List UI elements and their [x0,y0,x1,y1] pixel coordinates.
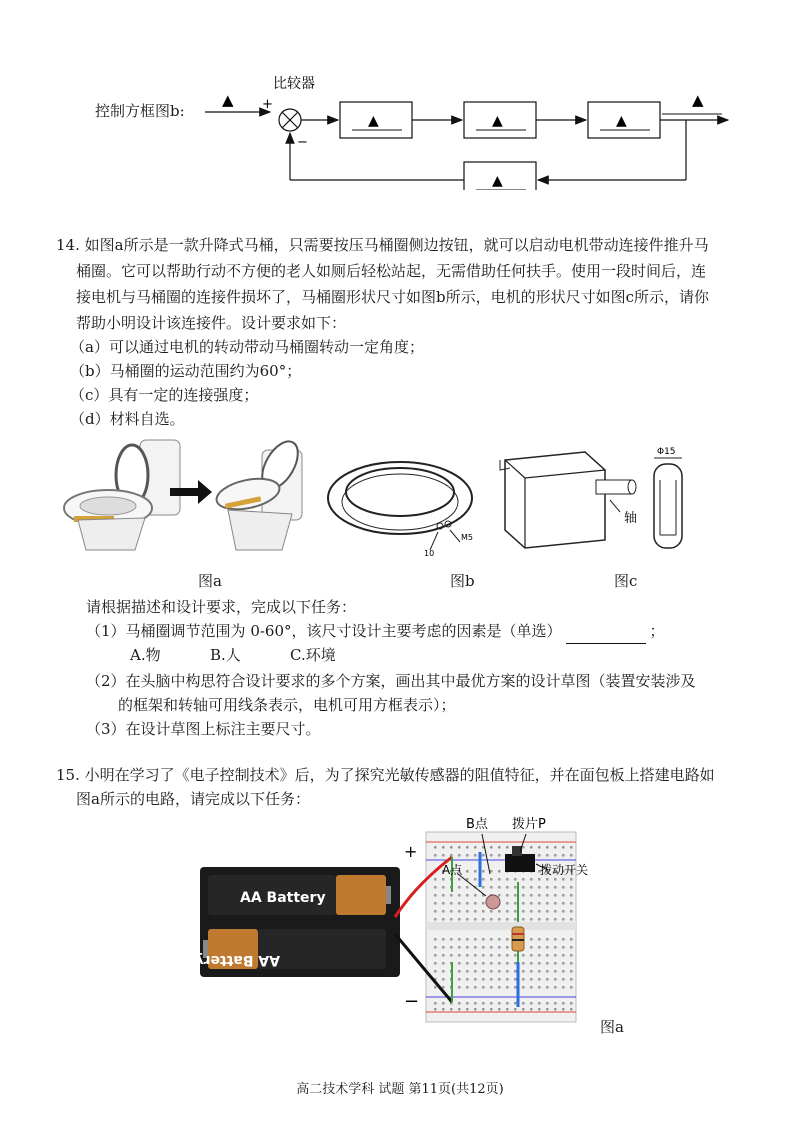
q14-task-2-line1: （2）在头脑中构思符合设计要求的多个方案，画出其中最优方案的设计草图（装置安装涉及 [86,672,696,690]
q14-task-3: （3）在设计草图上标注主要尺寸。 [86,720,321,738]
fig-c-label: 图c [614,572,638,590]
fig-b-dim-10: 10 [424,549,435,558]
label-slider-p: 拨片P [512,817,546,832]
seat-ring-figure [328,462,473,558]
slide-switch [505,854,535,872]
page-footer: 高二技术学科 试题 第11页(共12页) [296,1082,504,1097]
input-marker: ▲ [222,91,234,109]
block-diagram-label: 控制方框图b: [95,102,185,120]
label-slide-switch: 拨动开关 [540,863,589,877]
label-b-point: B点 [466,817,488,832]
minus-sign: − [404,991,420,1012]
circuit-figure [190,812,590,1032]
svg-text:▲: ▲ [368,113,379,129]
q14-option-a: A.物 [130,646,161,664]
block-diagram-svg [0,60,800,190]
output-marker: ▲ [692,91,704,109]
svg-text:▲: ▲ [492,113,503,129]
plus-sign: + [262,97,273,112]
fig-b-label: 图b [450,572,475,590]
fig-a-label: 图a [198,572,222,590]
svg-text:▲: ▲ [492,173,503,189]
q15-line-2: 图a所示的电路，请完成以下任务： [76,790,310,808]
q15-fig-a-label: 图a [600,1018,624,1036]
answer-blank[interactable] [566,627,646,644]
q14-option-c: C.环境 [290,646,336,664]
photoresistor [486,895,500,909]
q14-req-d: （d）材料自选。 [70,410,185,428]
q14-line-3: 接电机与马桶圈的连接件损坏了，马桶圈形状尺寸如图b所示，电机的形状尺寸如图c所示，请你 [76,288,710,306]
plus-sign: + [404,842,418,861]
q14-task-2-line2: 的框架和转轴可用线条表示，电机可用方框表示）； [118,696,456,714]
minus-sign: − [297,135,308,150]
fig-b-dim-m5: M5 [461,533,473,542]
q14-task-intro: 请根据描述和设计要求，完成以下任务： [86,598,357,616]
q14-line-1: 14. 如图a所示是一款升降式马桶，只需要按压马桶圈侧边按钮，就可以启动电机带动连接件推升马 [56,236,709,254]
comparator-label: 比较器 [273,76,315,92]
q14-req-b: （b）马桶圈的运动范围约为60°； [70,362,302,380]
q14-req-c: （c）具有一定的连接强度； [70,386,259,404]
battery-bottom-label: AA Battery [194,952,280,968]
toilet-figure-2 [214,435,305,550]
q14-req-a: （a）可以通过电机的转动带动马桶圈转动一定角度； [70,338,424,356]
svg-text:▲: ▲ [616,113,627,129]
control-block-diagram [0,60,800,190]
motor-figure [500,452,637,548]
q14-task-1: （1）马桶圈调节范围为 0-60°，该尺寸设计主要考虑的因素是（单选） ； [86,618,665,644]
label-a-point: A点 [442,863,463,877]
q14-line-2: 桶圈。它可以帮助行动不方便的老人如厕后轻松站起，无需借助任何扶手。使用一段时间后，连 [76,262,707,280]
toilet-figure-1 [64,440,180,550]
shaft-section-figure [654,447,682,548]
fig-c-axis-label: 轴 [624,511,638,526]
q15-line-1: 15. 小明在学习了《电子控制技术》后，为了探究光敏传感器的阻值特征，并在面包板上搭建电路如 [56,766,715,784]
fig-c-dim: Φ15 [657,447,676,457]
q14-option-b: B.人 [210,646,241,664]
q14-figures [0,430,800,560]
battery-top-label: AA Battery [240,890,326,906]
q14-line-4: 帮助小明设计该连接件。设计要求如下： [76,314,347,332]
